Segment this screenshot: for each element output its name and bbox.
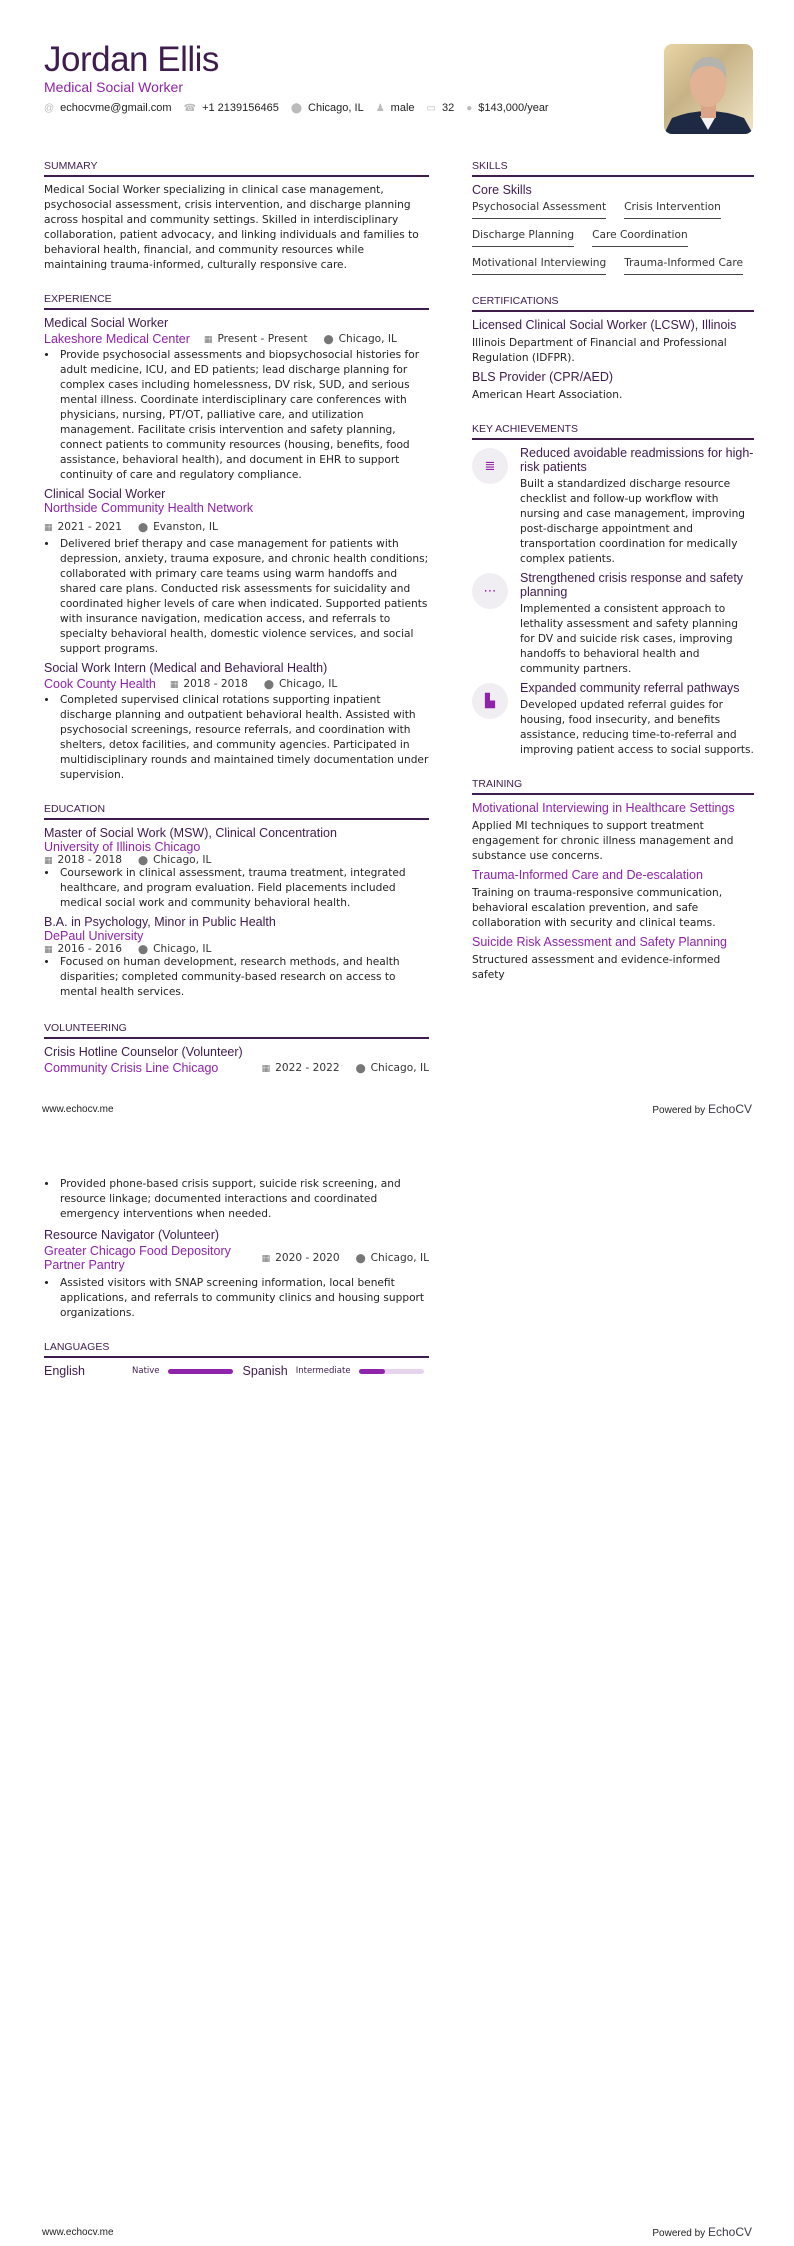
bullet: • Completed supervised clinical rotations supporting inpatient discharge planning and outpatient behavioral health. Assisted with psychosocial screenings, resource referrals, and coordination with shelters, detox facilities, and community agencies. Participated in multidisciplinary rounds and maintained timely documentation under supervision. <box>58 693 429 783</box>
volunteering-item <box>44 1045 429 1075</box>
training-text: Applied MI techniques to support treatment engagement for chronic illness management and substance use concerns. <box>472 820 734 862</box>
contact-text: echocvme@gmail.com <box>60 102 172 114</box>
achievement-item <box>472 446 754 567</box>
cert-name: BLS Provider (CPR/AED) <box>472 370 614 384</box>
skill-tag: Motivational Interviewing <box>472 257 606 275</box>
profile-photo <box>664 44 753 134</box>
language-bar-fill <box>168 1369 233 1374</box>
role-title: Crisis Hotline Counselor (Volunteer) <box>44 1045 243 1059</box>
section-heading-volunteering: VOLUNTEERING <box>44 1022 429 1039</box>
location-text: Chicago, IL <box>338 333 397 345</box>
calendar-icon: ▦ <box>261 1254 271 1264</box>
dates <box>44 943 122 955</box>
degree: Master of Social Work (MSW), Clinical Concentration <box>44 826 337 840</box>
powered-text: Powered by <box>652 1105 706 1116</box>
skill-tag: Care Coordination <box>592 229 688 247</box>
footer-site-link[interactable]: www.echocv.me <box>42 2227 114 2238</box>
location <box>138 943 211 955</box>
experience-item <box>44 487 429 657</box>
skill-tag: Psychosocial Assessment <box>472 201 606 219</box>
location-text: Chicago, IL <box>153 943 212 955</box>
location-text: Chicago, IL <box>153 854 212 866</box>
section-heading-certifications: CERTIFICATIONS <box>472 295 754 312</box>
cert-name: Licensed Clinical Social Worker (LCSW), Illinois <box>472 318 737 332</box>
contact-list <box>44 102 549 114</box>
training-title: Trauma-Informed Care and De-escalation <box>472 868 703 882</box>
dates-text: 2022 - 2022 <box>275 1062 340 1074</box>
achievement-item <box>472 571 754 677</box>
skill-group-title: Core Skills <box>472 183 532 197</box>
location-text: Chicago, IL <box>278 678 338 690</box>
location <box>324 333 397 345</box>
language-bar <box>359 1369 424 1374</box>
section-heading-experience: EXPERIENCE <box>44 293 429 310</box>
language-list <box>44 1364 429 1378</box>
calendar-icon: ▦ <box>261 1064 271 1074</box>
contact-email[interactable] <box>44 102 172 114</box>
candidate-title: Medical Social Worker <box>44 79 184 95</box>
section-heading-skills: SKILLS <box>472 160 754 177</box>
location <box>138 854 211 866</box>
footer-powered[interactable] <box>652 1102 752 1116</box>
phone-icon: ☎ <box>183 103 197 114</box>
section-heading-summary: SUMMARY <box>44 160 429 177</box>
dates-text: Present - Present <box>217 333 308 345</box>
location <box>138 521 218 533</box>
bullet: • Assisted visitors with SNAP screening information, local benefit applications, and referrals to community clinics and housing support organizations. <box>58 1276 429 1321</box>
education-item <box>44 826 429 911</box>
candidate-name: Jordan Ellis <box>44 40 219 79</box>
skill-tag: Discharge Planning <box>472 229 574 247</box>
volunteering-item <box>44 1228 429 1321</box>
school: University of Illinois Chicago <box>44 840 201 854</box>
calendar-icon: ▦ <box>169 680 179 690</box>
calendar-icon: ▦ <box>44 523 53 533</box>
dates <box>44 521 122 533</box>
left-column <box>44 142 429 1077</box>
calendar-icon: ▭ <box>426 103 436 114</box>
job-title: Clinical Social Worker <box>44 487 166 501</box>
training-title: Suicide Risk Assessment and Safety Planning <box>472 935 727 949</box>
achievement-text: Developed updated referral guides for housing, food insecurity, and benefits assistance, reducing time-to-referral and improving patient access to social supports. <box>520 699 754 756</box>
location-icon: ⬤ <box>138 856 149 866</box>
education-item <box>44 915 429 1000</box>
contact-salary <box>466 102 548 114</box>
bullet: • Delivered brief therapy and case management for patients with depression, anxiety, trauma exposure, and chronic health conditions; collaborated with primary care teams using warm handoffs and shared care plans. Conducted risk assessments for suicidality and coordinated higher levels of care when indicated. Supported patients with insurance navigation, medication access, and referrals to specialty behavioral health, domestic violence services, and social support programs. <box>58 537 429 657</box>
employer: Lakeshore Medical Center <box>44 332 190 346</box>
dates <box>44 854 122 866</box>
skill-tag: Crisis Intervention <box>624 201 721 219</box>
contact-text: +1 2139156465 <box>202 102 279 114</box>
section-heading-languages: LANGUAGES <box>44 1341 429 1358</box>
experience-item <box>44 316 429 483</box>
skill-tag: Trauma-Informed Care <box>624 257 743 275</box>
contact-text: $143,000/year <box>478 102 549 114</box>
achievement-title: Strengthened crisis response and safety planning <box>520 571 744 599</box>
contact-text: 32 <box>441 102 455 114</box>
location-icon: ⬤ <box>263 680 274 690</box>
employer: Cook County Health <box>44 677 156 691</box>
organization: Greater Chicago Food Depository Partner Pantry <box>44 1244 231 1272</box>
dates <box>262 1062 340 1074</box>
skill-list <box>472 201 754 279</box>
experience-item <box>44 661 429 783</box>
footer-powered[interactable] <box>652 2225 752 2239</box>
organization: Community Crisis Line Chicago <box>44 1061 219 1075</box>
dates-text: 2018 - 2018 <box>183 678 248 690</box>
language-name: Spanish <box>242 1364 288 1378</box>
location-icon: ⬤ <box>355 1064 366 1074</box>
summary-text: Medical Social Worker specializing in clinical case management, psychosocial assessment, crisis intervention, and discharge planning across hospital and community settings. Skilled in interdisciplinary collaboration, patient advocacy, and linking individuals and families to behavioral health, financial, and community resources while maintaining trauma-informed, culturally responsive care. <box>44 184 419 271</box>
training-title: Motivational Interviewing in Healthcare Settings <box>472 801 735 815</box>
dollar-icon: ● <box>466 103 473 114</box>
bullet: • Provide psychosocial assessments and biopsychosocial histories for adult medicine, ICU, and ED patients; lead discharge planning for complex cases including homelessness, DV risk, SUD, and serious mental illness. Coordinate interdisciplinary care conferences with physicians, nursing, PT/OT, palliative care, and utilization management. Facilitate crisis intervention and safety planning, connect patients to community resources (housing, benefits, food assistance, behavioral health), and document in EHR to support continuity of care and regulatory compliance. <box>58 348 429 483</box>
language-level: Native <box>132 1366 160 1376</box>
job-title: Medical Social Worker <box>44 316 169 330</box>
left-column <box>44 1177 429 1378</box>
training-text: Structured assessment and evidence-informed safety <box>472 954 721 981</box>
location <box>356 1062 429 1074</box>
file-icon: ▙ <box>472 683 508 719</box>
location-icon: ⬤ <box>290 103 303 114</box>
location-icon: ⬤ <box>323 335 334 345</box>
language-bar <box>168 1369 233 1374</box>
job-title: Social Work Intern (Medical and Behavioral Health) <box>44 661 328 675</box>
calendar-icon: ▦ <box>203 335 213 345</box>
dates <box>170 678 248 690</box>
language-level: Intermediate <box>295 1366 351 1376</box>
section-heading-education: EDUCATION <box>44 803 429 820</box>
user-icon: ♟ <box>375 103 385 114</box>
school: DePaul University <box>44 929 144 943</box>
location-text: Chicago, IL <box>370 1252 429 1264</box>
contact-text: Chicago, IL <box>308 102 364 114</box>
location-text: Chicago, IL <box>370 1062 429 1074</box>
achievement-item <box>472 681 754 758</box>
dates-text: 2016 - 2016 <box>57 943 122 955</box>
calendar-icon: ▦ <box>44 945 53 955</box>
right-column <box>472 142 754 983</box>
achievement-title: Reduced avoidable readmissions for high-risk patients <box>520 446 754 474</box>
location <box>264 678 337 690</box>
bullet: • Coursework in clinical assessment, trauma treatment, integrated healthcare, and program evaluation. Field placements included medical social work and community behavioral health. <box>58 866 429 911</box>
location-icon: ⬤ <box>138 523 149 533</box>
language-bar-fill <box>359 1369 385 1374</box>
training-text: Training on trauma-responsive communication, behavioral escalation prevention, and safe collaboration with security and clinical teams. <box>472 887 723 929</box>
section-heading-achievements: KEY ACHIEVEMENTS <box>472 423 754 440</box>
dates-text: 2021 - 2021 <box>57 521 122 533</box>
cert-issuer: Illinois Department of Financial and Professional Regulation (IDFPR). <box>472 337 727 364</box>
brand-name: EchoCV <box>707 2225 752 2239</box>
brand-name: EchoCV <box>707 1102 752 1116</box>
ellipsis-icon: ⋯ <box>472 573 508 609</box>
dates <box>262 1252 340 1264</box>
database-icon: ≣ <box>472 448 508 484</box>
achievement-title: Expanded community referral pathways <box>520 681 740 695</box>
bullet: • Provided phone-based crisis support, suicide risk screening, and resource linkage; documented interactions and coordinated emergency interventions when needed. <box>58 1177 429 1222</box>
resume-page-2 <box>0 1123 794 2246</box>
calendar-icon: ▦ <box>44 856 53 866</box>
achievement-text: Implemented a consistent approach to lethality assessment and safety planning for DV and suicide risk cases, improving handoffs to behavioral health and community partners. <box>520 603 738 675</box>
location-icon: ⬤ <box>138 945 149 955</box>
cert-issuer: American Heart Association. <box>472 389 623 401</box>
role-title: Resource Navigator (Volunteer) <box>44 1228 220 1242</box>
footer-site-link[interactable]: www.echocv.me <box>42 1104 114 1115</box>
location-text: Evanston, IL <box>153 521 218 533</box>
location <box>356 1252 429 1264</box>
achievement-text: Built a standardized discharge resource checklist and follow-up workflow with nursing and case management, improving post-discharge appointment and transportation coordination for medically complex patients. <box>520 478 746 565</box>
employer: Northside Community Health Network <box>44 501 254 515</box>
contact-phone[interactable] <box>184 102 279 114</box>
dates-text: 2018 - 2018 <box>57 854 122 866</box>
contact-text: male <box>390 102 415 114</box>
contact-location <box>291 102 364 114</box>
language-name: English <box>44 1364 85 1378</box>
at-icon: @ <box>44 103 55 114</box>
bullet: • Focused on human development, research methods, and health disparities; completed community-based research on access to mental health services. <box>58 955 429 1000</box>
dates-text: 2020 - 2020 <box>275 1252 340 1264</box>
degree: B.A. in Psychology, Minor in Public Health <box>44 915 276 929</box>
contact-age <box>427 102 455 114</box>
contact-gender <box>376 102 415 114</box>
section-heading-training: TRAINING <box>472 778 754 795</box>
powered-text: Powered by <box>652 2228 706 2239</box>
dates <box>204 333 308 345</box>
location-icon: ⬤ <box>355 1254 366 1264</box>
